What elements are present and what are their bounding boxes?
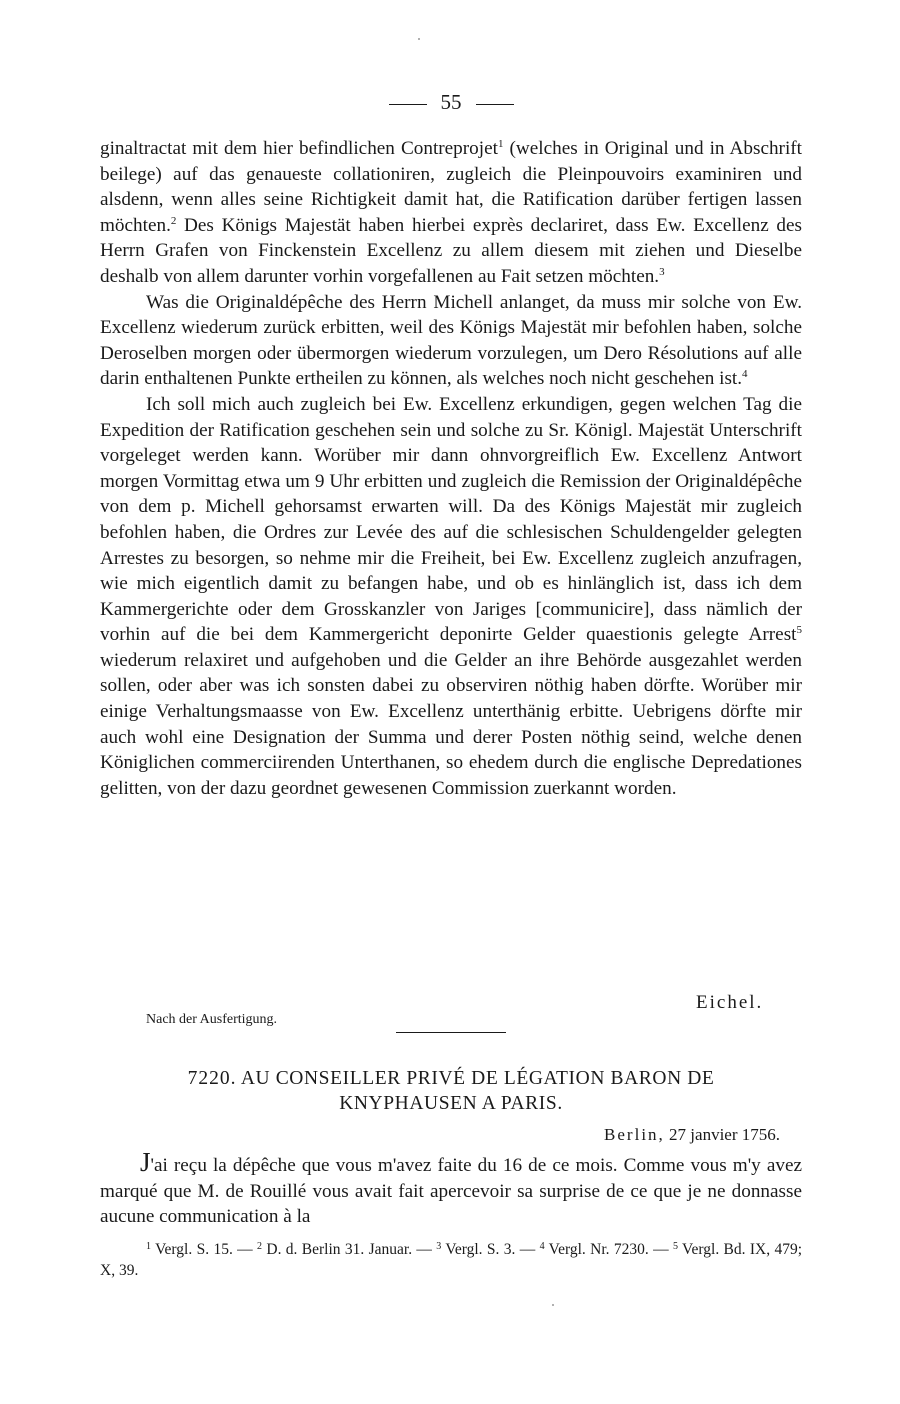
document-number: 7220. (187, 1068, 237, 1089)
document-heading (100, 1066, 802, 1116)
footnote-text: Vergl. Bd. IX, 479; X, 39. (100, 1241, 803, 1279)
footnote-reference[interactable]: 3 (659, 265, 665, 278)
page-number-dash-left (389, 104, 427, 105)
dateline-date: 27 janvier 1756. (669, 1125, 780, 1144)
footnote-text: Vergl. S. 3. — (441, 1241, 540, 1258)
footnote-line (100, 1239, 802, 1281)
page-number: 55 (440, 90, 462, 114)
page-number-dash-right (476, 104, 514, 105)
text-run: Des Königs Majestät haben hierbei exprès declariret, dass Ew. Excellenz des Herrn Grafen von Finckenstein Excellenz zu allem diesem mit ziehen und Dieselbe deshalb von allem darunter vorhin vorgefallenen au Fait setzen möchten. (100, 214, 802, 287)
footnote-mark: 3 (436, 1241, 442, 1252)
body-paragraph (100, 136, 802, 290)
text-run: (welches in Original und in Abschrift beilege) auf das genaueste collationiren, zugleich die Pleinpouvoirs examiniren und alsdenn, wenn alles seine Richtigkeit damit hat, die Ratification darüber fertigen lassen möchten. (100, 138, 802, 236)
text-run: Ich soll mich auch zugleich bei Ew. Excellenz erkundigen, gegen welchen Tag die Expedition der Ratification geschehen sein und solche zu Sr. Königl. Majestät Unterschrift vorgeleget werden kann. Worüber mir dann ohnvorgreiflich Ew. Excellenz Antwort morgen Vormittag etwa um 9 Uhr erbitten und zugleich die Remission der Originaldépêche von dem p. Michell gehorsamst erwarten will. Da des Königs Majestät mir zugleich befohlen haben, die Ordres zur Levée des auf die schlesischen Schuldengelder gelegten Arrestes zu besorgen, so nehme mir die Freiheit, bei Ew. Excellenz zugleich anzufragen, wie mich eigentlich damit zu befangen habe, und ob es hinlänglich ist, dass ich dem Kammergerichte oder dem Grosskanzler von Jariges [communicire], dass nämlich der vorhin auf die bei dem Kammergericht deponirte Gelder quaestionis gelegte Arrest (100, 393, 802, 646)
body-paragraph (100, 392, 802, 802)
footnote-reference[interactable]: 4 (742, 368, 748, 381)
footnote-mark: 2 (257, 1241, 263, 1252)
dateline (604, 1125, 780, 1145)
scan-speck (552, 1304, 554, 1306)
text-run: wiederum relaxiret und aufgehoben und die Gelder an ihre Behörde ausgezahlet werden sollen, oder aber was ich sonsten dabei zu observiren nöthig haben dörfte. Worüber mir einige Verhaltungsmaasse von Ew. Excellenz unterthänig erbitte. Uebrigens dörfte mir auch wohl eine Designation der Summa und derer Posten nöthig seind, welche denen Königlichen commerciirenden Unterthanen, so ehedem durch die englische Depredationes gelitten, von der dazu geordnet gewesenen Commission zuerkannt worden. (100, 649, 802, 799)
dateline-place: Berlin, (604, 1125, 665, 1144)
footnote-reference[interactable]: 5 (796, 624, 802, 637)
source-note: Nach der Ausfertigung. (146, 1012, 278, 1027)
footnote-reference[interactable]: 1 (497, 138, 504, 150)
initial-letter: J (140, 1147, 151, 1177)
scan-speck (418, 38, 420, 40)
footnote-text: Vergl. Nr. 7230. — (544, 1241, 673, 1258)
footnote-reference[interactable]: 2 (170, 214, 177, 227)
section-divider (396, 1032, 506, 1033)
text-run: Was die Originaldépêche des Herrn Michell anlanget, da muss mir solche von Ew. Excellenz wiederum zurück erbitten, weil des Königs Majestät mir befohlen haben, solche Deroselben morgen oder übermorgen wiederum vorzulegen, um Dero Résolutions auf alle darin enthaltenen Punkte ertheilen zu können, als welches noch nicht geschehen ist. (100, 291, 802, 390)
body-paragraph (100, 290, 802, 392)
footnote-text: D. d. Berlin 31. Januar. — (262, 1241, 437, 1258)
footnote-mark: 1 (146, 1241, 151, 1252)
footnote-mark: 4 (539, 1241, 545, 1252)
text-run: ginaltractat mit dem hier befindlichen Contreprojet (100, 138, 498, 159)
letter-body-german (100, 136, 802, 801)
letter-paragraph (100, 1147, 802, 1230)
footnotes (100, 1239, 802, 1281)
heading-line-1: AU CONSEILLER PRIVÉ DE LÉGATION BARON DE (240, 1068, 715, 1089)
page-number-line (100, 90, 802, 115)
letter-text: 'ai reçu la dépêche que vous m'avez faite du 16 de ce mois. Comme vous m'y avez marqué que M. de Rouillé vous avait fait apercevoir sa surprise de ce que je ne donnasse aucune communication à la (100, 1155, 802, 1228)
letter-body-french (100, 1147, 802, 1230)
signature: Eichel. (696, 992, 764, 1013)
footnote-text: Vergl. S. 15. — (151, 1241, 258, 1258)
footnote-mark: 5 (672, 1241, 678, 1252)
heading-line-2: KNYPHAUSEN A PARIS. (339, 1093, 563, 1114)
